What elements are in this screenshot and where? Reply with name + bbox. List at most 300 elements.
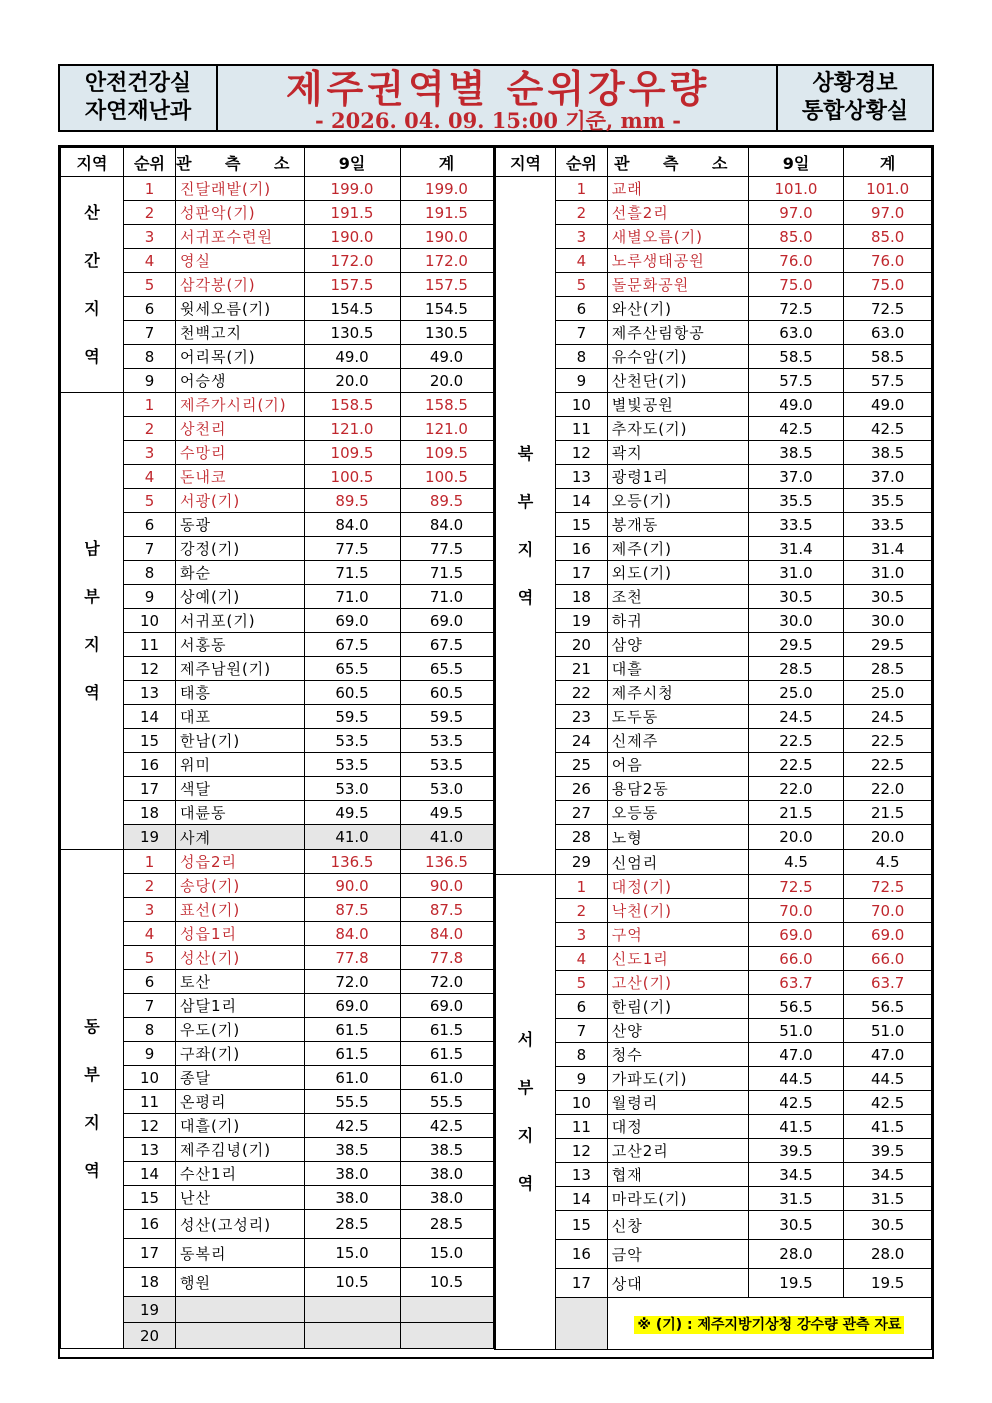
table-row [495, 801, 932, 825]
rank-cell: 10 [556, 1091, 608, 1115]
day-rain-cell: 65.5 [304, 657, 400, 681]
total-rain-cell: 41.0 [400, 825, 493, 850]
rank-cell: 21 [556, 657, 608, 681]
report-subtitle: - 2026. 04. 09. 15:00 기준, mm - [315, 108, 681, 133]
day-rain-cell: 20.0 [748, 825, 844, 850]
rank-cell: 1 [124, 850, 176, 874]
rank-cell: 5 [124, 273, 176, 297]
station-cell: 조천 [607, 585, 748, 609]
total-rain-cell: 28.5 [400, 1210, 493, 1239]
total-rain-cell: 38.0 [400, 1186, 493, 1210]
total-rain-cell: 38.0 [400, 1162, 493, 1186]
station-cell: 어리목(기) [176, 345, 305, 369]
total-rain-cell: 109.5 [400, 441, 493, 465]
total-rain-cell: 72.5 [844, 297, 932, 321]
table-row [61, 970, 494, 994]
total-rain-cell: 77.8 [400, 946, 493, 970]
rank-cell: 14 [124, 705, 176, 729]
table-row [61, 441, 494, 465]
station-cell: 사계 [176, 825, 305, 850]
total-rain-cell: 28.0 [844, 1240, 932, 1269]
rank-cell: 1 [556, 875, 608, 899]
department-label [60, 66, 218, 130]
rank-cell: 1 [124, 393, 176, 417]
total-rain-cell: 53.5 [400, 753, 493, 777]
report-header [58, 64, 934, 132]
table-row [495, 369, 932, 393]
total-rain-cell: 51.0 [844, 1019, 932, 1043]
day-rain-cell: 41.5 [748, 1115, 844, 1139]
day-rain-cell: 157.5 [304, 273, 400, 297]
footnote-text: ※ (기) : 제주지방기상청 강수량 관측 자료 [634, 1316, 904, 1334]
day-rain-cell: 29.5 [748, 633, 844, 657]
total-rain-cell: 30.0 [844, 609, 932, 633]
rank-cell: 10 [124, 1066, 176, 1090]
header-total: 계 [400, 148, 493, 177]
table-row [495, 1211, 932, 1240]
station-cell: 삼각봉(기) [176, 273, 305, 297]
rank-cell: 13 [556, 465, 608, 489]
day-rain-cell: 71.5 [304, 561, 400, 585]
station-cell: 유수암(기) [607, 345, 748, 369]
day-rain-cell: 72.5 [748, 875, 844, 899]
rainfall-table-right [494, 147, 932, 1350]
table-row [61, 609, 494, 633]
station-cell: 돌문화공원 [607, 273, 748, 297]
rank-cell: 4 [124, 465, 176, 489]
day-rain-cell: 31.4 [748, 537, 844, 561]
day-rain-cell: 76.0 [748, 249, 844, 273]
day-rain-cell: 89.5 [304, 489, 400, 513]
station-cell: 봉개동 [607, 513, 748, 537]
total-rain-cell: 61.0 [400, 1066, 493, 1090]
station-cell: 한림(기) [607, 995, 748, 1019]
station-cell: 서광(기) [176, 489, 305, 513]
rank-cell: 7 [556, 321, 608, 345]
rank-cell: 12 [124, 1114, 176, 1138]
day-rain-cell: 72.5 [748, 297, 844, 321]
station-cell: 신도1리 [607, 947, 748, 971]
total-rain-cell: 39.5 [844, 1139, 932, 1163]
rank-cell: 4 [124, 249, 176, 273]
station-cell: 고산2리 [607, 1139, 748, 1163]
day-rain-cell: 38.0 [304, 1186, 400, 1210]
station-cell: 마라도(기) [607, 1187, 748, 1211]
day-rain-cell: 4.5 [748, 850, 844, 875]
station-cell: 어음 [607, 753, 748, 777]
rank-cell: 24 [556, 729, 608, 753]
table-row [495, 681, 932, 705]
table-row [61, 874, 494, 898]
table-row [61, 633, 494, 657]
total-rain-cell: 85.0 [844, 225, 932, 249]
total-rain-cell: 29.5 [844, 633, 932, 657]
total-rain-cell: 10.5 [400, 1268, 493, 1297]
rank-cell: 14 [556, 489, 608, 513]
table-row [61, 297, 494, 321]
day-rain-cell: 57.5 [748, 369, 844, 393]
total-rain-cell: 53.5 [400, 729, 493, 753]
day-rain-cell: 199.0 [304, 177, 400, 201]
station-cell: 어승생 [176, 369, 305, 393]
rank-cell: 6 [556, 297, 608, 321]
rank-cell: 18 [556, 585, 608, 609]
rank-cell: 20 [556, 633, 608, 657]
day-rain-cell: 69.0 [304, 994, 400, 1018]
total-rain-cell: 22.0 [844, 777, 932, 801]
station-cell: 태흥 [176, 681, 305, 705]
table-row [495, 777, 932, 801]
table-header-row [495, 148, 932, 177]
station-cell: 산양 [607, 1019, 748, 1043]
rank-cell: 15 [556, 513, 608, 537]
day-rain-cell: 158.5 [304, 393, 400, 417]
table-row [495, 513, 932, 537]
table-row [61, 729, 494, 753]
rank-cell: 4 [556, 947, 608, 971]
header-rank: 순위 [124, 148, 176, 177]
rank-cell: 9 [124, 1042, 176, 1066]
rank-cell: 9 [124, 585, 176, 609]
day-rain-cell: 49.0 [748, 393, 844, 417]
rank-cell: 3 [124, 225, 176, 249]
total-rain-cell: 56.5 [844, 995, 932, 1019]
rank-cell: 16 [556, 1240, 608, 1269]
station-cell: 제주가시리(기) [176, 393, 305, 417]
day-rain-cell: 51.0 [748, 1019, 844, 1043]
day-rain-cell: 191.5 [304, 201, 400, 225]
rank-cell: 15 [556, 1211, 608, 1240]
station-cell: 성읍2리 [176, 850, 305, 874]
station-cell: 동복리 [176, 1239, 305, 1268]
station-cell: 구억 [607, 923, 748, 947]
total-rain-cell: 69.0 [400, 609, 493, 633]
station-cell: 곽지 [607, 441, 748, 465]
rank-cell: 8 [124, 345, 176, 369]
station-cell: 도두동 [607, 705, 748, 729]
total-rain-cell: 84.0 [400, 922, 493, 946]
day-rain-cell: 53.5 [304, 729, 400, 753]
day-rain-cell: 85.0 [748, 225, 844, 249]
table-row [495, 1091, 932, 1115]
total-rain-cell [400, 1297, 493, 1323]
total-rain-cell: 38.5 [400, 1138, 493, 1162]
station-cell: 별빛공원 [607, 393, 748, 417]
station-cell: 천백고지 [176, 321, 305, 345]
day-rain-cell: 24.5 [748, 705, 844, 729]
day-rain-cell: 42.5 [304, 1114, 400, 1138]
rank-cell: 6 [124, 513, 176, 537]
rank-cell: 14 [124, 1162, 176, 1186]
station-cell: 추자도(기) [607, 417, 748, 441]
total-rain-cell: 49.5 [400, 801, 493, 825]
day-rain-cell: 84.0 [304, 513, 400, 537]
total-rain-cell: 97.0 [844, 201, 932, 225]
day-rain-cell [304, 1323, 400, 1349]
header-total: 계 [844, 148, 932, 177]
total-rain-cell: 69.0 [400, 994, 493, 1018]
day-rain-cell: 61.0 [304, 1066, 400, 1090]
total-rain-cell: 71.0 [400, 585, 493, 609]
region-name: 동부지역 [84, 1017, 100, 1180]
table-row [495, 825, 932, 850]
day-rain-cell: 60.5 [304, 681, 400, 705]
station-cell: 난산 [176, 1186, 305, 1210]
rank-cell: 22 [556, 681, 608, 705]
day-rain-cell: 38.5 [304, 1138, 400, 1162]
table-row [61, 1323, 494, 1349]
station-cell: 제주산림항공 [607, 321, 748, 345]
total-rain-cell: 69.0 [844, 923, 932, 947]
rank-cell: 19 [124, 825, 176, 850]
total-rain-cell: 55.5 [400, 1090, 493, 1114]
day-rain-cell: 53.5 [304, 753, 400, 777]
department-line-2: 자연재난과 [84, 99, 192, 124]
station-cell: 낙천(기) [607, 899, 748, 923]
total-rain-cell: 22.5 [844, 753, 932, 777]
station-cell: 화순 [176, 561, 305, 585]
rainfall-tables [58, 145, 934, 1359]
station-cell: 신제주 [607, 729, 748, 753]
table-row [495, 753, 932, 777]
table-header-row [61, 148, 494, 177]
total-rain-cell: 65.5 [400, 657, 493, 681]
rank-cell: 15 [124, 729, 176, 753]
day-rain-cell: 97.0 [748, 201, 844, 225]
total-rain-cell: 19.5 [844, 1269, 932, 1298]
rank-cell: 7 [124, 321, 176, 345]
total-rain-cell: 44.5 [844, 1067, 932, 1091]
station-cell: 제주남원(기) [176, 657, 305, 681]
rank-cell: 2 [124, 417, 176, 441]
table-row [495, 537, 932, 561]
rank-cell: 16 [124, 1210, 176, 1239]
station-cell: 제주시청 [607, 681, 748, 705]
total-rain-cell: 60.5 [400, 681, 493, 705]
rank-cell: 1 [556, 177, 608, 201]
day-rain-cell: 66.0 [748, 947, 844, 971]
day-rain-cell: 22.5 [748, 753, 844, 777]
station-cell: 외도(기) [607, 561, 748, 585]
station-cell: 행원 [176, 1268, 305, 1297]
station-cell: 강정(기) [176, 537, 305, 561]
total-rain-cell: 130.5 [400, 321, 493, 345]
total-rain-cell: 34.5 [844, 1163, 932, 1187]
total-rain-cell: 136.5 [400, 850, 493, 874]
station-cell: 돈내코 [176, 465, 305, 489]
day-rain-cell: 19.5 [748, 1269, 844, 1298]
station-cell: 대흘 [607, 657, 748, 681]
station-cell: 용담2동 [607, 777, 748, 801]
total-rain-cell: 49.0 [844, 393, 932, 417]
station-cell: 산천단(기) [607, 369, 748, 393]
day-rain-cell: 53.0 [304, 777, 400, 801]
table-row [61, 177, 494, 201]
rank-cell: 5 [124, 946, 176, 970]
rank-cell: 26 [556, 777, 608, 801]
day-rain-cell: 30.5 [748, 585, 844, 609]
station-cell: 협재 [607, 1163, 748, 1187]
day-rain-cell: 154.5 [304, 297, 400, 321]
rank-cell [556, 1298, 608, 1350]
total-rain-cell: 59.5 [400, 705, 493, 729]
day-rain-cell: 20.0 [304, 369, 400, 393]
station-cell: 성산(고성리) [176, 1210, 305, 1239]
day-rain-cell: 84.0 [304, 922, 400, 946]
station-cell: 서귀포수련원 [176, 225, 305, 249]
total-rain-cell: 53.0 [400, 777, 493, 801]
rank-cell: 10 [556, 393, 608, 417]
rank-cell: 11 [124, 1090, 176, 1114]
station-cell: 와산(기) [607, 297, 748, 321]
station-cell: 상대 [607, 1269, 748, 1298]
table-row [61, 1042, 494, 1066]
total-rain-cell: 4.5 [844, 850, 932, 875]
station-cell: 교래 [607, 177, 748, 201]
table-row [61, 537, 494, 561]
day-rain-cell: 28.0 [748, 1240, 844, 1269]
table-row [61, 1268, 494, 1297]
table-row [495, 273, 932, 297]
total-rain-cell: 58.5 [844, 345, 932, 369]
day-rain-cell: 70.0 [748, 899, 844, 923]
station-cell: 수산1리 [176, 1162, 305, 1186]
rank-cell: 12 [124, 657, 176, 681]
rank-cell: 29 [556, 850, 608, 875]
total-rain-cell: 42.5 [844, 417, 932, 441]
rank-cell: 8 [124, 561, 176, 585]
day-rain-cell: 10.5 [304, 1268, 400, 1297]
region-cell [495, 177, 556, 875]
rank-cell: 8 [556, 1043, 608, 1067]
table-row [495, 1043, 932, 1067]
header-rank: 순위 [556, 148, 608, 177]
station-cell: 삼달1리 [176, 994, 305, 1018]
region-cell [61, 393, 124, 850]
rank-cell: 5 [556, 273, 608, 297]
total-rain-cell: 84.0 [400, 513, 493, 537]
rank-cell: 7 [124, 537, 176, 561]
total-rain-cell: 31.0 [844, 561, 932, 585]
table-row [61, 850, 494, 874]
total-rain-cell: 30.5 [844, 1211, 932, 1240]
station-cell: 수망리 [176, 441, 305, 465]
table-row [495, 875, 932, 899]
table-row [61, 1162, 494, 1186]
table-row [61, 946, 494, 970]
report-title: 제주권역별 순위강우량 [285, 67, 711, 111]
table-row [495, 995, 932, 1019]
rank-cell: 27 [556, 801, 608, 825]
rank-cell: 5 [124, 489, 176, 513]
total-rain-cell: 75.0 [844, 273, 932, 297]
rank-cell: 4 [556, 249, 608, 273]
table-row [495, 441, 932, 465]
day-rain-cell: 63.0 [748, 321, 844, 345]
rank-cell: 13 [556, 1163, 608, 1187]
total-rain-cell: 76.0 [844, 249, 932, 273]
table-row [61, 369, 494, 393]
station-cell: 대흘(기) [176, 1114, 305, 1138]
total-rain-cell: 57.5 [844, 369, 932, 393]
rank-cell: 6 [124, 970, 176, 994]
header-station: 관 측 소 [176, 148, 305, 177]
table-row [495, 249, 932, 273]
station-cell: 위미 [176, 753, 305, 777]
region-cell [61, 177, 124, 393]
station-cell: 대정 [607, 1115, 748, 1139]
total-rain-cell: 199.0 [400, 177, 493, 201]
day-rain-cell: 71.0 [304, 585, 400, 609]
table-row [495, 489, 932, 513]
table-row [495, 729, 932, 753]
rank-cell: 23 [556, 705, 608, 729]
station-cell: 선흘2리 [607, 201, 748, 225]
table-row [495, 465, 932, 489]
rank-cell: 3 [556, 225, 608, 249]
office-line-1: 상황경보 [812, 71, 898, 96]
table-row [61, 1090, 494, 1114]
station-cell: 동광 [176, 513, 305, 537]
total-rain-cell: 77.5 [400, 537, 493, 561]
day-rain-cell: 109.5 [304, 441, 400, 465]
rank-cell: 7 [124, 994, 176, 1018]
day-rain-cell: 69.0 [304, 609, 400, 633]
station-cell: 서귀포(기) [176, 609, 305, 633]
total-rain-cell: 41.5 [844, 1115, 932, 1139]
total-rain-cell: 191.5 [400, 201, 493, 225]
rank-cell: 16 [556, 537, 608, 561]
day-rain-cell: 101.0 [748, 177, 844, 201]
report-title-block [220, 66, 776, 133]
rank-cell: 15 [124, 1186, 176, 1210]
office-line-2: 통합상황실 [801, 99, 909, 124]
station-cell: 윗세오름(기) [176, 297, 305, 321]
day-rain-cell: 42.5 [748, 417, 844, 441]
total-rain-cell: 190.0 [400, 225, 493, 249]
total-rain-cell: 87.5 [400, 898, 493, 922]
station-cell: 하귀 [607, 609, 748, 633]
rank-cell: 28 [556, 825, 608, 850]
day-rain-cell: 77.5 [304, 537, 400, 561]
day-rain-cell: 59.5 [304, 705, 400, 729]
total-rain-cell: 72.0 [400, 970, 493, 994]
station-cell: 청수 [607, 1043, 748, 1067]
station-cell: 제주김녕(기) [176, 1138, 305, 1162]
table-row [61, 1297, 494, 1323]
station-cell: 삼양 [607, 633, 748, 657]
header-station: 관 측 소 [607, 148, 748, 177]
table-row [61, 801, 494, 825]
rank-cell: 8 [556, 345, 608, 369]
department-line-1: 안전건강실 [84, 71, 192, 96]
table-row [495, 201, 932, 225]
day-rain-cell: 69.0 [748, 923, 844, 947]
rank-cell: 6 [124, 297, 176, 321]
station-cell: 대정(기) [607, 875, 748, 899]
station-cell: 송당(기) [176, 874, 305, 898]
day-rain-cell: 75.0 [748, 273, 844, 297]
day-rain-cell: 35.5 [748, 489, 844, 513]
total-rain-cell: 158.5 [400, 393, 493, 417]
region-name: 산간지역 [84, 202, 100, 366]
table-row [495, 1163, 932, 1187]
station-cell: 진달래밭(기) [176, 177, 305, 201]
day-rain-cell: 30.0 [748, 609, 844, 633]
day-rain-cell: 130.5 [304, 321, 400, 345]
header-region: 지역 [61, 148, 124, 177]
header-day: 9일 [748, 148, 844, 177]
